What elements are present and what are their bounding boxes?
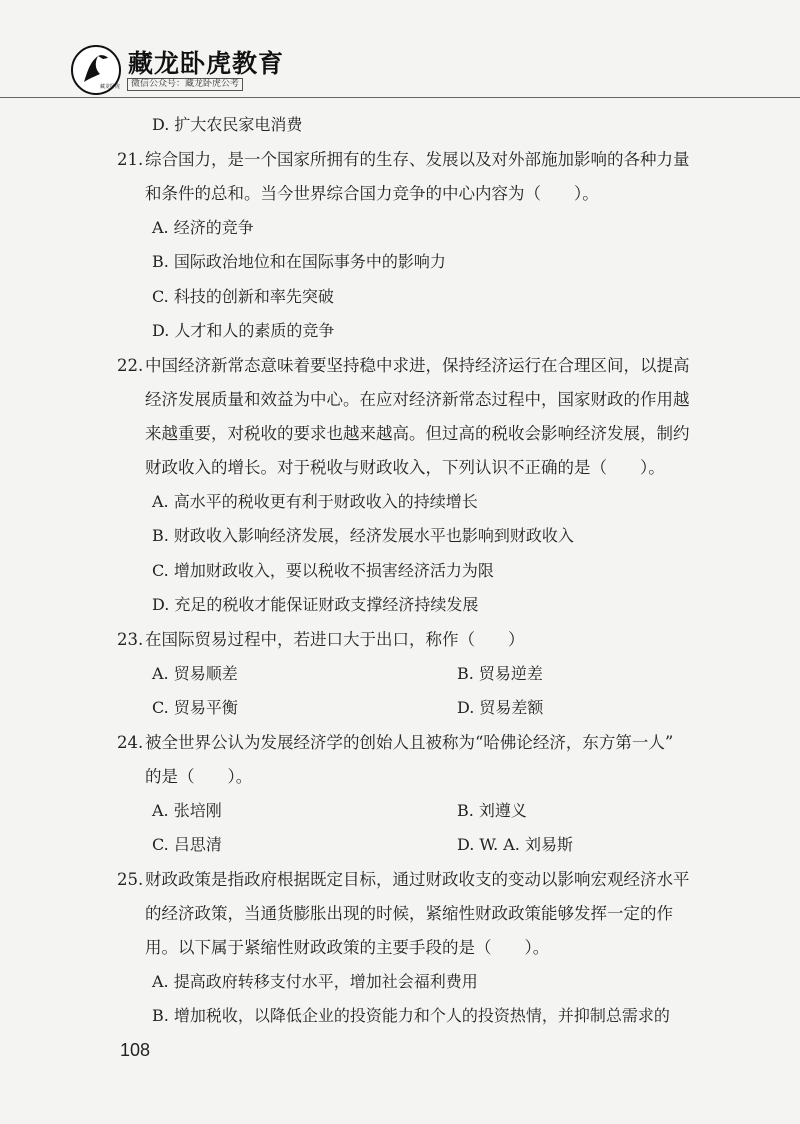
option: C. 科技的创新和率先突破 (152, 286, 334, 306)
question-text: 被全世界公认为发展经济学的创始人且被称为“哈佛论经济，东方第一人” (145, 732, 674, 752)
header-divider (0, 97, 800, 98)
question-21 (0, 143, 713, 211)
option: D. 人才和人的素质的竞争 (152, 321, 335, 340)
question-number: 22. (117, 355, 144, 375)
option: B. 财政收入影响经济发展，经济发展水平也影响到财政收入 (152, 526, 574, 545)
option: A. 贸易顺差 (152, 663, 238, 683)
question-22 (0, 349, 713, 485)
brand-title: 藏龙卧虎教育 (128, 49, 285, 78)
question-text: 来越重要，对税收的要求也越来越高。但过高的税收会影响经济发展，制约 (145, 423, 690, 443)
question-24 (0, 726, 713, 794)
question-text: 在国际贸易过程中，若进口大于出口，称作（ ） (145, 629, 525, 649)
question-text: 综合国力，是一个国家所拥有的生存、发展以及对外部施加影响的各种力量 (145, 149, 690, 169)
question-text: 用。以下属于紧缩性财政政策的主要手段的是（ ）。 (145, 937, 550, 957)
question-number: 23. (117, 629, 144, 649)
option: D. 贸易差额 (457, 698, 544, 717)
q20-option-d: D. 扩大农民家电消费 (152, 115, 303, 134)
question-text: 财政收入的增长。对于税收与财政收入，下列认识不正确的是（ ）。 (145, 457, 665, 477)
question-text: 的是（ ）。 (145, 766, 253, 786)
option: A. 张培刚 (152, 800, 222, 820)
option: A. 提高政府转移支付水平，增加社会福利费用 (152, 971, 478, 991)
option: D. 充足的税收才能保证财政支撑经济持续发展 (152, 595, 479, 614)
question-number: 24. (117, 732, 144, 752)
option: A. 高水平的税收更有利于财政收入的持续增长 (152, 491, 478, 511)
option: C. 贸易平衡 (152, 698, 238, 717)
option: C. 吕思清 (152, 835, 222, 854)
question-text: 的经济政策，当通货膨胀出现的时候，紧缩性财政政策能够发挥一定的作 (145, 903, 673, 923)
question-number: 25. (117, 869, 144, 889)
option: C. 增加财政收入，要以税收不损害经济活力为限 (152, 560, 494, 580)
brand-subtitle: 微信公众号：藏龙卧虎公考 (127, 78, 243, 91)
question-number: 21. (117, 149, 144, 169)
option: B. 增加税收，以降低企业的投资能力和个人的投资热情，并抑制总需求的 (152, 1006, 670, 1025)
question-text: 财政政策是指政府根据既定目标，通过财政收支的变动以影响宏观经济水平 (145, 869, 690, 889)
page-number: 108 (120, 1040, 151, 1060)
option: A. 经济的竞争 (152, 217, 254, 237)
question-list (0, 108, 800, 1034)
option: B. 刘遵义 (457, 800, 527, 820)
option-row (0, 691, 800, 726)
crane-logo-icon (70, 44, 122, 96)
option: B. 国际政治地位和在国际事务中的影响力 (152, 252, 446, 271)
page-header (0, 0, 800, 100)
option-row (0, 828, 800, 863)
option-row (0, 794, 800, 829)
question-text: 经济发展质量和效益为中心。在应对经济新常态过程中，国家财政的作用越 (145, 389, 690, 409)
option: B. 贸易逆差 (457, 663, 543, 683)
question-text: 和条件的总和。当今世界综合国力竞争的中心内容为（ ）。 (145, 183, 599, 203)
question-text: 中国经济新常态意味着要坚持稳中求进，保持经济运行在合理区间，以提高 (145, 355, 690, 375)
question-23 (0, 623, 713, 657)
option-row (0, 657, 800, 692)
option: D. W. A. 刘易斯 (457, 835, 573, 854)
logo-caption: 藏龙卧虎 (100, 84, 121, 90)
question-25 (0, 863, 713, 965)
